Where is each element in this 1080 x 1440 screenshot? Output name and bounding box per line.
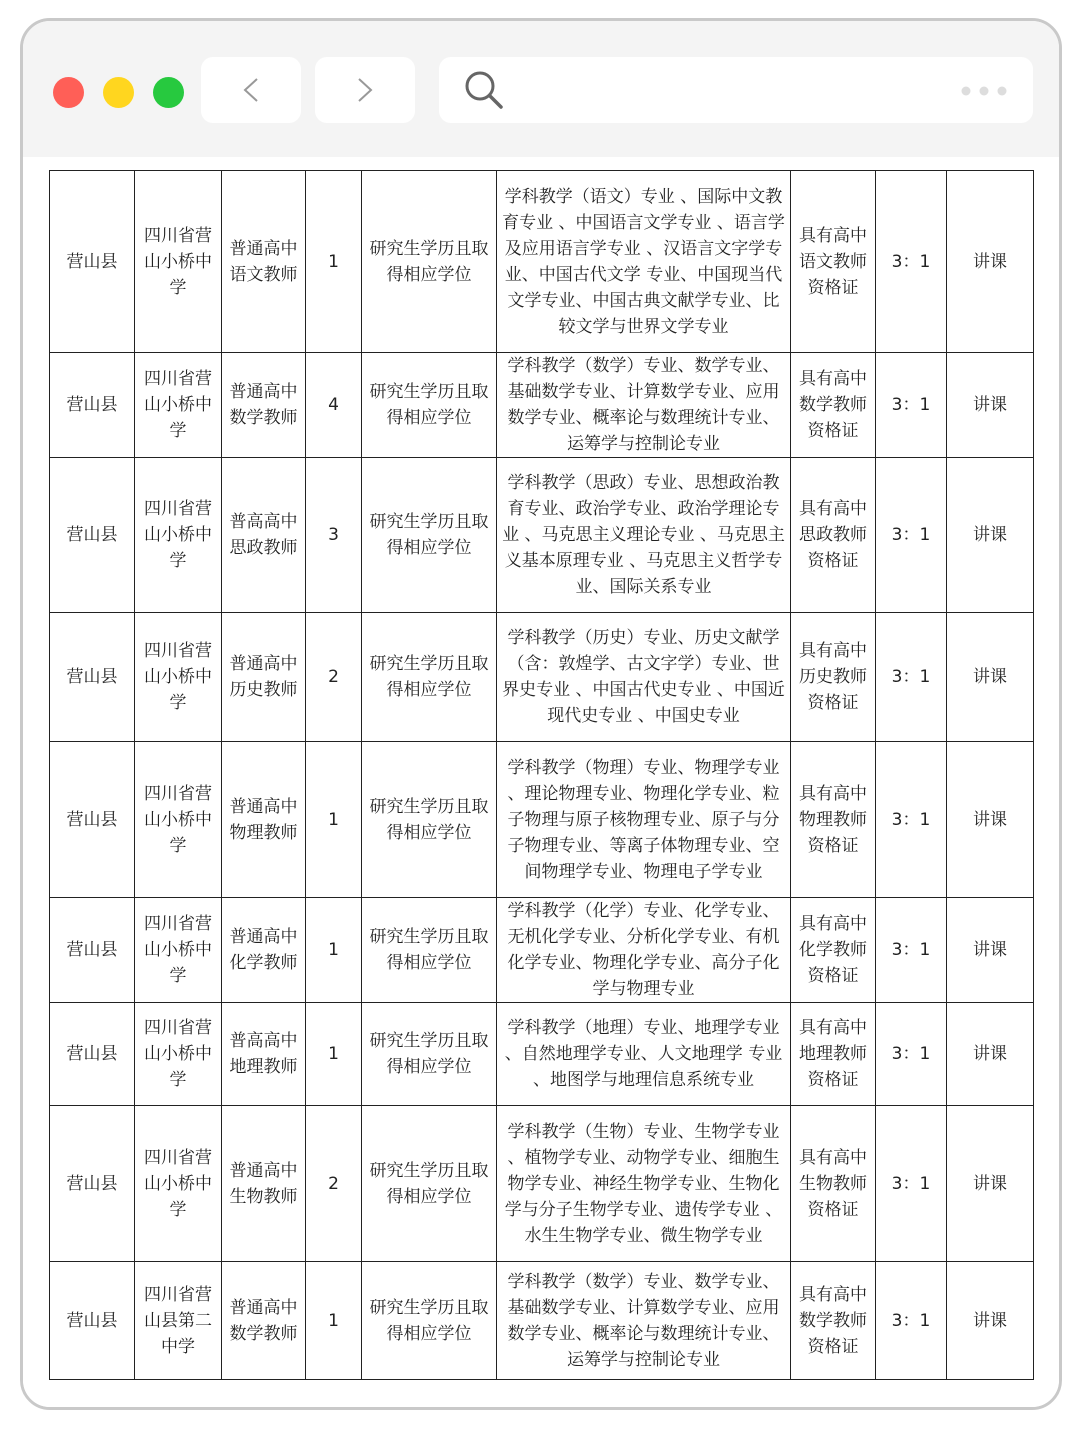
exam-cell: 讲课	[947, 1106, 1034, 1262]
ratio-cell: 3：1	[876, 1106, 947, 1262]
table-row	[50, 353, 1034, 458]
position-cell: 普高高中地理教师	[222, 1003, 306, 1106]
school-cell: 四川省营山县第二中学	[135, 1262, 222, 1380]
exam-cell: 讲课	[947, 1003, 1034, 1106]
majors-cell: 学科教学（语文）专业 、国际中文教育专业 、中国语言文学专业 、语言学及应用语言学专业 、汉语言文字学专业、中国古代文学 专业、中国现当代文学专业、中国古典文献学专业、比较文学与世界文学专业	[497, 171, 791, 353]
chevron-left-icon	[238, 77, 264, 103]
exam-cell: 讲课	[947, 742, 1034, 898]
certificate-cell: 具有高中生物教师资格证	[791, 1106, 876, 1262]
education-cell: 研究生学历且取得相应学位	[362, 613, 497, 742]
county-cell: 营山县	[50, 1106, 135, 1262]
county-cell: 营山县	[50, 742, 135, 898]
table-row	[50, 898, 1034, 1003]
position-cell: 普通高中生物教师	[222, 1106, 306, 1262]
education-cell: 研究生学历且取得相应学位	[362, 353, 497, 458]
majors-cell: 学科教学（数学）专业、数学专业、基础数学专业、计算数学专业、应用数学专业、概率论与数理统计专业、运筹学与控制论专业	[497, 353, 791, 458]
county-cell: 营山县	[50, 898, 135, 1003]
county-cell: 营山县	[50, 1003, 135, 1106]
browser-toolbar	[23, 21, 1059, 157]
count-cell: 2	[306, 613, 362, 742]
ratio-cell: 3：1	[876, 1003, 947, 1106]
exam-cell: 讲课	[947, 898, 1034, 1003]
page-content	[23, 157, 1059, 1407]
county-cell: 营山县	[50, 171, 135, 353]
table-row	[50, 1262, 1034, 1380]
school-cell: 四川省营山小桥中学	[135, 458, 222, 613]
certificate-cell: 具有高中思政教师资格证	[791, 458, 876, 613]
position-cell: 普通高中物理教师	[222, 742, 306, 898]
chevron-right-icon	[352, 77, 378, 103]
ratio-cell: 3：1	[876, 1262, 947, 1380]
ratio-cell: 3：1	[876, 458, 947, 613]
majors-cell: 学科教学（地理）专业、地理学专业 、自然地理学专业、人文地理学 专业 、地图学与地理信息系统专业	[497, 1003, 791, 1106]
ratio-cell: 3：1	[876, 898, 947, 1003]
forward-button[interactable]	[315, 57, 415, 123]
count-cell: 1	[306, 1262, 362, 1380]
position-cell: 普通高中数学教师	[222, 1262, 306, 1380]
county-cell: 营山县	[50, 458, 135, 613]
ratio-cell: 3：1	[876, 171, 947, 353]
count-cell: 1	[306, 898, 362, 1003]
education-cell: 研究生学历且取得相应学位	[362, 742, 497, 898]
county-cell: 营山县	[50, 613, 135, 742]
certificate-cell: 具有高中数学教师资格证	[791, 1262, 876, 1380]
school-cell: 四川省营山小桥中学	[135, 742, 222, 898]
education-cell: 研究生学历且取得相应学位	[362, 1106, 497, 1262]
close-window-button[interactable]	[53, 77, 84, 108]
education-cell: 研究生学历且取得相应学位	[362, 171, 497, 353]
table-row	[50, 742, 1034, 898]
count-cell: 1	[306, 1003, 362, 1106]
count-cell: 1	[306, 171, 362, 353]
certificate-cell: 具有高中化学教师资格证	[791, 898, 876, 1003]
education-cell: 研究生学历且取得相应学位	[362, 1262, 497, 1380]
ratio-cell: 3：1	[876, 353, 947, 458]
table-row	[50, 1003, 1034, 1106]
school-cell: 四川省营山小桥中学	[135, 353, 222, 458]
table-row	[50, 613, 1034, 742]
position-cell: 普通高中语文教师	[222, 171, 306, 353]
certificate-cell: 具有高中语文教师资格证	[791, 171, 876, 353]
count-cell: 1	[306, 742, 362, 898]
ratio-cell: 3：1	[876, 613, 947, 742]
exam-cell: 讲课	[947, 171, 1034, 353]
table-row	[50, 1106, 1034, 1262]
minimize-window-button[interactable]	[103, 77, 134, 108]
ratio-cell: 3：1	[876, 742, 947, 898]
table-row	[50, 171, 1034, 353]
exam-cell: 讲课	[947, 353, 1034, 458]
school-cell: 四川省营山小桥中学	[135, 898, 222, 1003]
school-cell: 四川省营山小桥中学	[135, 171, 222, 353]
browser-window	[20, 18, 1062, 1410]
recruitment-table	[49, 170, 1034, 1380]
position-cell: 普通高中历史教师	[222, 613, 306, 742]
majors-cell: 学科教学（数学）专业、数学专业、基础数学专业、计算数学专业、应用数学专业、概率论与数理统计专业、运筹学与控制论专业	[497, 1262, 791, 1380]
position-cell: 普通高中化学教师	[222, 898, 306, 1003]
education-cell: 研究生学历且取得相应学位	[362, 458, 497, 613]
certificate-cell: 具有高中物理教师资格证	[791, 742, 876, 898]
more-dots-icon[interactable]	[961, 86, 1007, 96]
majors-cell: 学科教学（化学）专业、化学专业、无机化学专业、分析化学专业、有机化学专业、物理化学专业、高分子化学与物理专业	[497, 898, 791, 1003]
county-cell: 营山县	[50, 1262, 135, 1380]
back-button[interactable]	[201, 57, 301, 123]
address-bar[interactable]	[439, 57, 1033, 123]
county-cell: 营山县	[50, 353, 135, 458]
maximize-window-button[interactable]	[153, 77, 184, 108]
education-cell: 研究生学历且取得相应学位	[362, 1003, 497, 1106]
exam-cell: 讲课	[947, 1262, 1034, 1380]
exam-cell: 讲课	[947, 458, 1034, 613]
exam-cell: 讲课	[947, 613, 1034, 742]
education-cell: 研究生学历且取得相应学位	[362, 898, 497, 1003]
school-cell: 四川省营山小桥中学	[135, 1003, 222, 1106]
school-cell: 四川省营山小桥中学	[135, 1106, 222, 1262]
position-cell: 普高高中思政教师	[222, 458, 306, 613]
search-icon	[463, 69, 505, 111]
majors-cell: 学科教学（思政）专业、思想政治教育专业、政治学专业、政治学理论专业 、马克思主义理论专业 、马克思主义基本原理专业 、马克思主义哲学专业、国际关系专业	[497, 458, 791, 613]
count-cell: 4	[306, 353, 362, 458]
school-cell: 四川省营山小桥中学	[135, 613, 222, 742]
table-row	[50, 458, 1034, 613]
majors-cell: 学科教学（物理）专业、物理学专业 、理论物理专业、物理化学专业、粒子物理与原子核物理专业、原子与分子物理专业、等离子体物理专业、空间物理学专业、物理电子学专业	[497, 742, 791, 898]
majors-cell: 学科教学（生物）专业、生物学专业 、植物学专业、动物学专业、细胞生物学专业、神经生物学专业、生物化学与分子生物学专业、遗传学专业 、水生生物学专业、微生物学专业	[497, 1106, 791, 1262]
certificate-cell: 具有高中历史教师资格证	[791, 613, 876, 742]
position-cell: 普通高中数学教师	[222, 353, 306, 458]
majors-cell: 学科教学（历史）专业、历史文献学（含：敦煌学、古文字学）专业、世界史专业 、中国古代史专业 、中国近现代史专业 、中国史专业	[497, 613, 791, 742]
count-cell: 2	[306, 1106, 362, 1262]
certificate-cell: 具有高中地理教师资格证	[791, 1003, 876, 1106]
certificate-cell: 具有高中数学教师资格证	[791, 353, 876, 458]
count-cell: 3	[306, 458, 362, 613]
